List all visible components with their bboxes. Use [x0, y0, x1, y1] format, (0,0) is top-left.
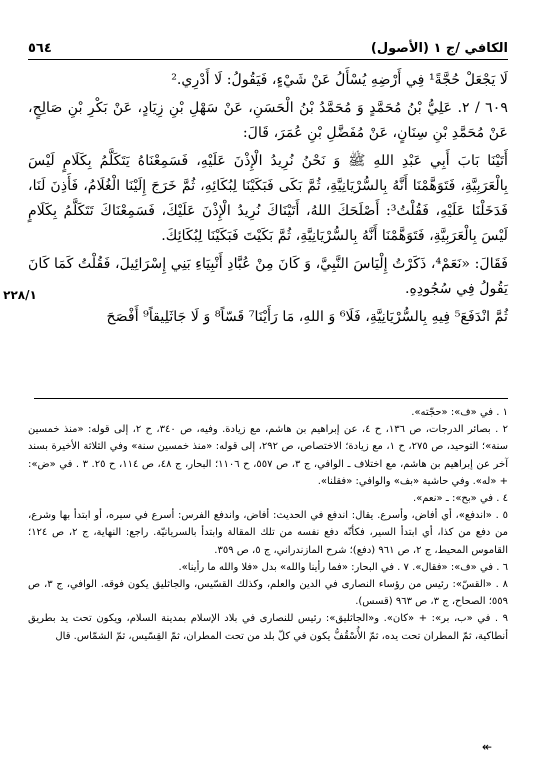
main-text	[28, 68, 508, 333]
footnote-4: ٤ . في «بح»: ـ «نعم».	[412, 493, 508, 505]
footnote-6-7: ٦ . في «ف»: «فقال». ٧ . في البحار: «فما رأينا والله» بدل «فلا والله ما رأينا».	[178, 561, 508, 573]
paragraph-1: لَا يَجْعَلْ حُجَّةً¹ فِي أَرْضِهِ يُسْأَلُ عَنْ شَيْءٍ، فَيَقُولُ: لَا أَدْرِي.²	[171, 72, 508, 88]
header-rule	[28, 59, 508, 60]
footnote-1: ١ . في «ف»: «حجّته».	[411, 407, 508, 418]
margin-reference: ٢٢٨/١	[3, 288, 37, 302]
paragraph-4: فَقَالَ: «نَعَمْ⁴، ذَكَرْتُ إِلْيَاسَ النَّبِيَّ، وَ كَانَ مِنْ عُبَّادِ أَنْبِيَاءِ بَنِي إِسْرَائِيلَ، فَقُلْتُ كَمَا كَانَ يَقُولُ فِي سُجُودِهِ.	[28, 256, 508, 297]
continuation-mark: ↞	[481, 740, 492, 754]
footnote-2: ٢ . بصائر الدرجات، ص ١٣٦، ح ٤، عن إبراهيم بن هاشم، مع زيادة. وفيه، ص ٣٤٠، ح ٢، إلى قوله: «منذ خمسين سنة»؛ التوحيد، ص ٢٧٥، ح ١، مع زيادة؛ الاختصاص، ص ٢٩٢، إلى قوله: «منذ خمسين سنة» وفي الثلاثة الأخيرة بسند آخر عن إبراهيم بن هاشم، مع اختلاف ـ الوافي، ج ٣، ص ٥٥٧، ح ١١٠٦؛ البحار، ج ٤٨، ص ١١٤، ح ٢٥. ٣ . في «ض»: + «له». وفي حاشية «بف» والوافي: «فقلنا».	[28, 424, 509, 487]
footnote-9: ٩ . في «ب، بر»: + «كان». و«الجاثليق»: رئيس للنصارى في بلاد الإسلام بمدينة السلام، ويكون تحت يد بطريق أنطاكية، ثمّ المطران تحت يده، ثمّ الأُسْقُفُّ يكون في كلّ بلد من تحت المطران، ثمّ القِسّيس، ثمّ الشمّاس. قال	[28, 613, 508, 642]
page-number: ٥٦٤	[28, 41, 52, 56]
footnote-8: ٨ . «القسّ»: رئيس من رؤساء النصارى في الدين والعلم، وكذلك القسّيس، والجاثليق يكون فوقه. الوافي، ج ٣، ص ٥٥٩؛ الصحاح، ج ٣، ص ٩٦٣ (قسس).	[28, 579, 508, 608]
footnote-rule	[34, 398, 508, 399]
footnotes	[28, 404, 508, 645]
paragraph-3: أَتَيْنَا بَابَ أَبِي عَبْدِ اللهِ ﷺ وَ نَحْنُ نُرِيدُ الْإِذْنَ عَلَيْهِ، فَسَمِعْنَاهُ يَتَكَلَّمُ بِكَلَامٍ لَيْسَ بِالْعَرَبِيَّةِ، فَتَوَهَّمْنَا أَنَّهُ بِالسُّرْيَانِيَّةِ، ثُمَّ بَكَى فَبَكَيْنَا لِبُكَائِهِ، ثُمَّ خَرَجَ إِلَيْنَا الْغُلَامُ، فَأَذِنَ لَنَا، فَدَخَلْنَا عَلَيْهِ، فَقُلْتُ³: أَصْلَحَكَ اللهُ، أَتَيْنَاكَ نُرِيدُ الْإِذْنَ عَلَيْكَ، فَسَمِعْنَاكَ تَتَكَلَّمُ بِكَلَامٍ لَيْسَ بِالْعَرَبِيَّةِ، فَتَوَهَّمْنَا أَنَّهُ بِالسُّرْيَانِيَّةِ، ثُمَّ بَكَيْتَ فَبَكَيْنَا لِبُكَائِكَ.	[28, 153, 508, 244]
footnote-5: ٥ . «اندفع»، أي أفاض، وأسرع. يقال: اندفع في الحديث: أفاض، واندفع الفرس: أسرع في سيره، أو ابتدأ بها وشرع، من دفع من كذا، أي ابتدأ السير، فكأنّه دفع نفسه من تلك المقالة وابتدأ بالسريانيّة. راجع: النهاية، ج ٢، ص ١٢٤؛ القاموس المحيط، ج ٢، ص ٩٦١ (دفع)؛ شرح المازندراني، ج ٥، ص ٣٥٩.	[28, 510, 508, 556]
paragraph-5: ثُمَّ انْدَفَعَ⁵ فِيهِ بِالسُّرْيَانِيَّةِ، فَلَا⁶ وَ اللهِ، مَا رَأَيْنَا⁷ قَسّاً⁸ وَ لَا جَاثَلِيقاً⁹ أَفْصَحَ	[106, 309, 508, 325]
page-header	[28, 30, 508, 56]
hadith-chain: ٦٠٩ / ٢. عَلِيُّ بْنُ مُحَمَّدٍ وَ مُحَمَّدُ بْنُ الْحَسَنِ، عَنْ سَهْلِ بْنِ زِيَادٍ، عَنْ بَكْرِ بْنِ صَالِحٍ، عَنْ مُحَمَّدِ بْنِ سِنَانٍ، عَنْ مُفَضَّلِ بْنِ عُمَرَ، قَالَ:	[28, 100, 508, 141]
running-title: الكافي /ج ١ (الأصول)	[370, 41, 508, 56]
